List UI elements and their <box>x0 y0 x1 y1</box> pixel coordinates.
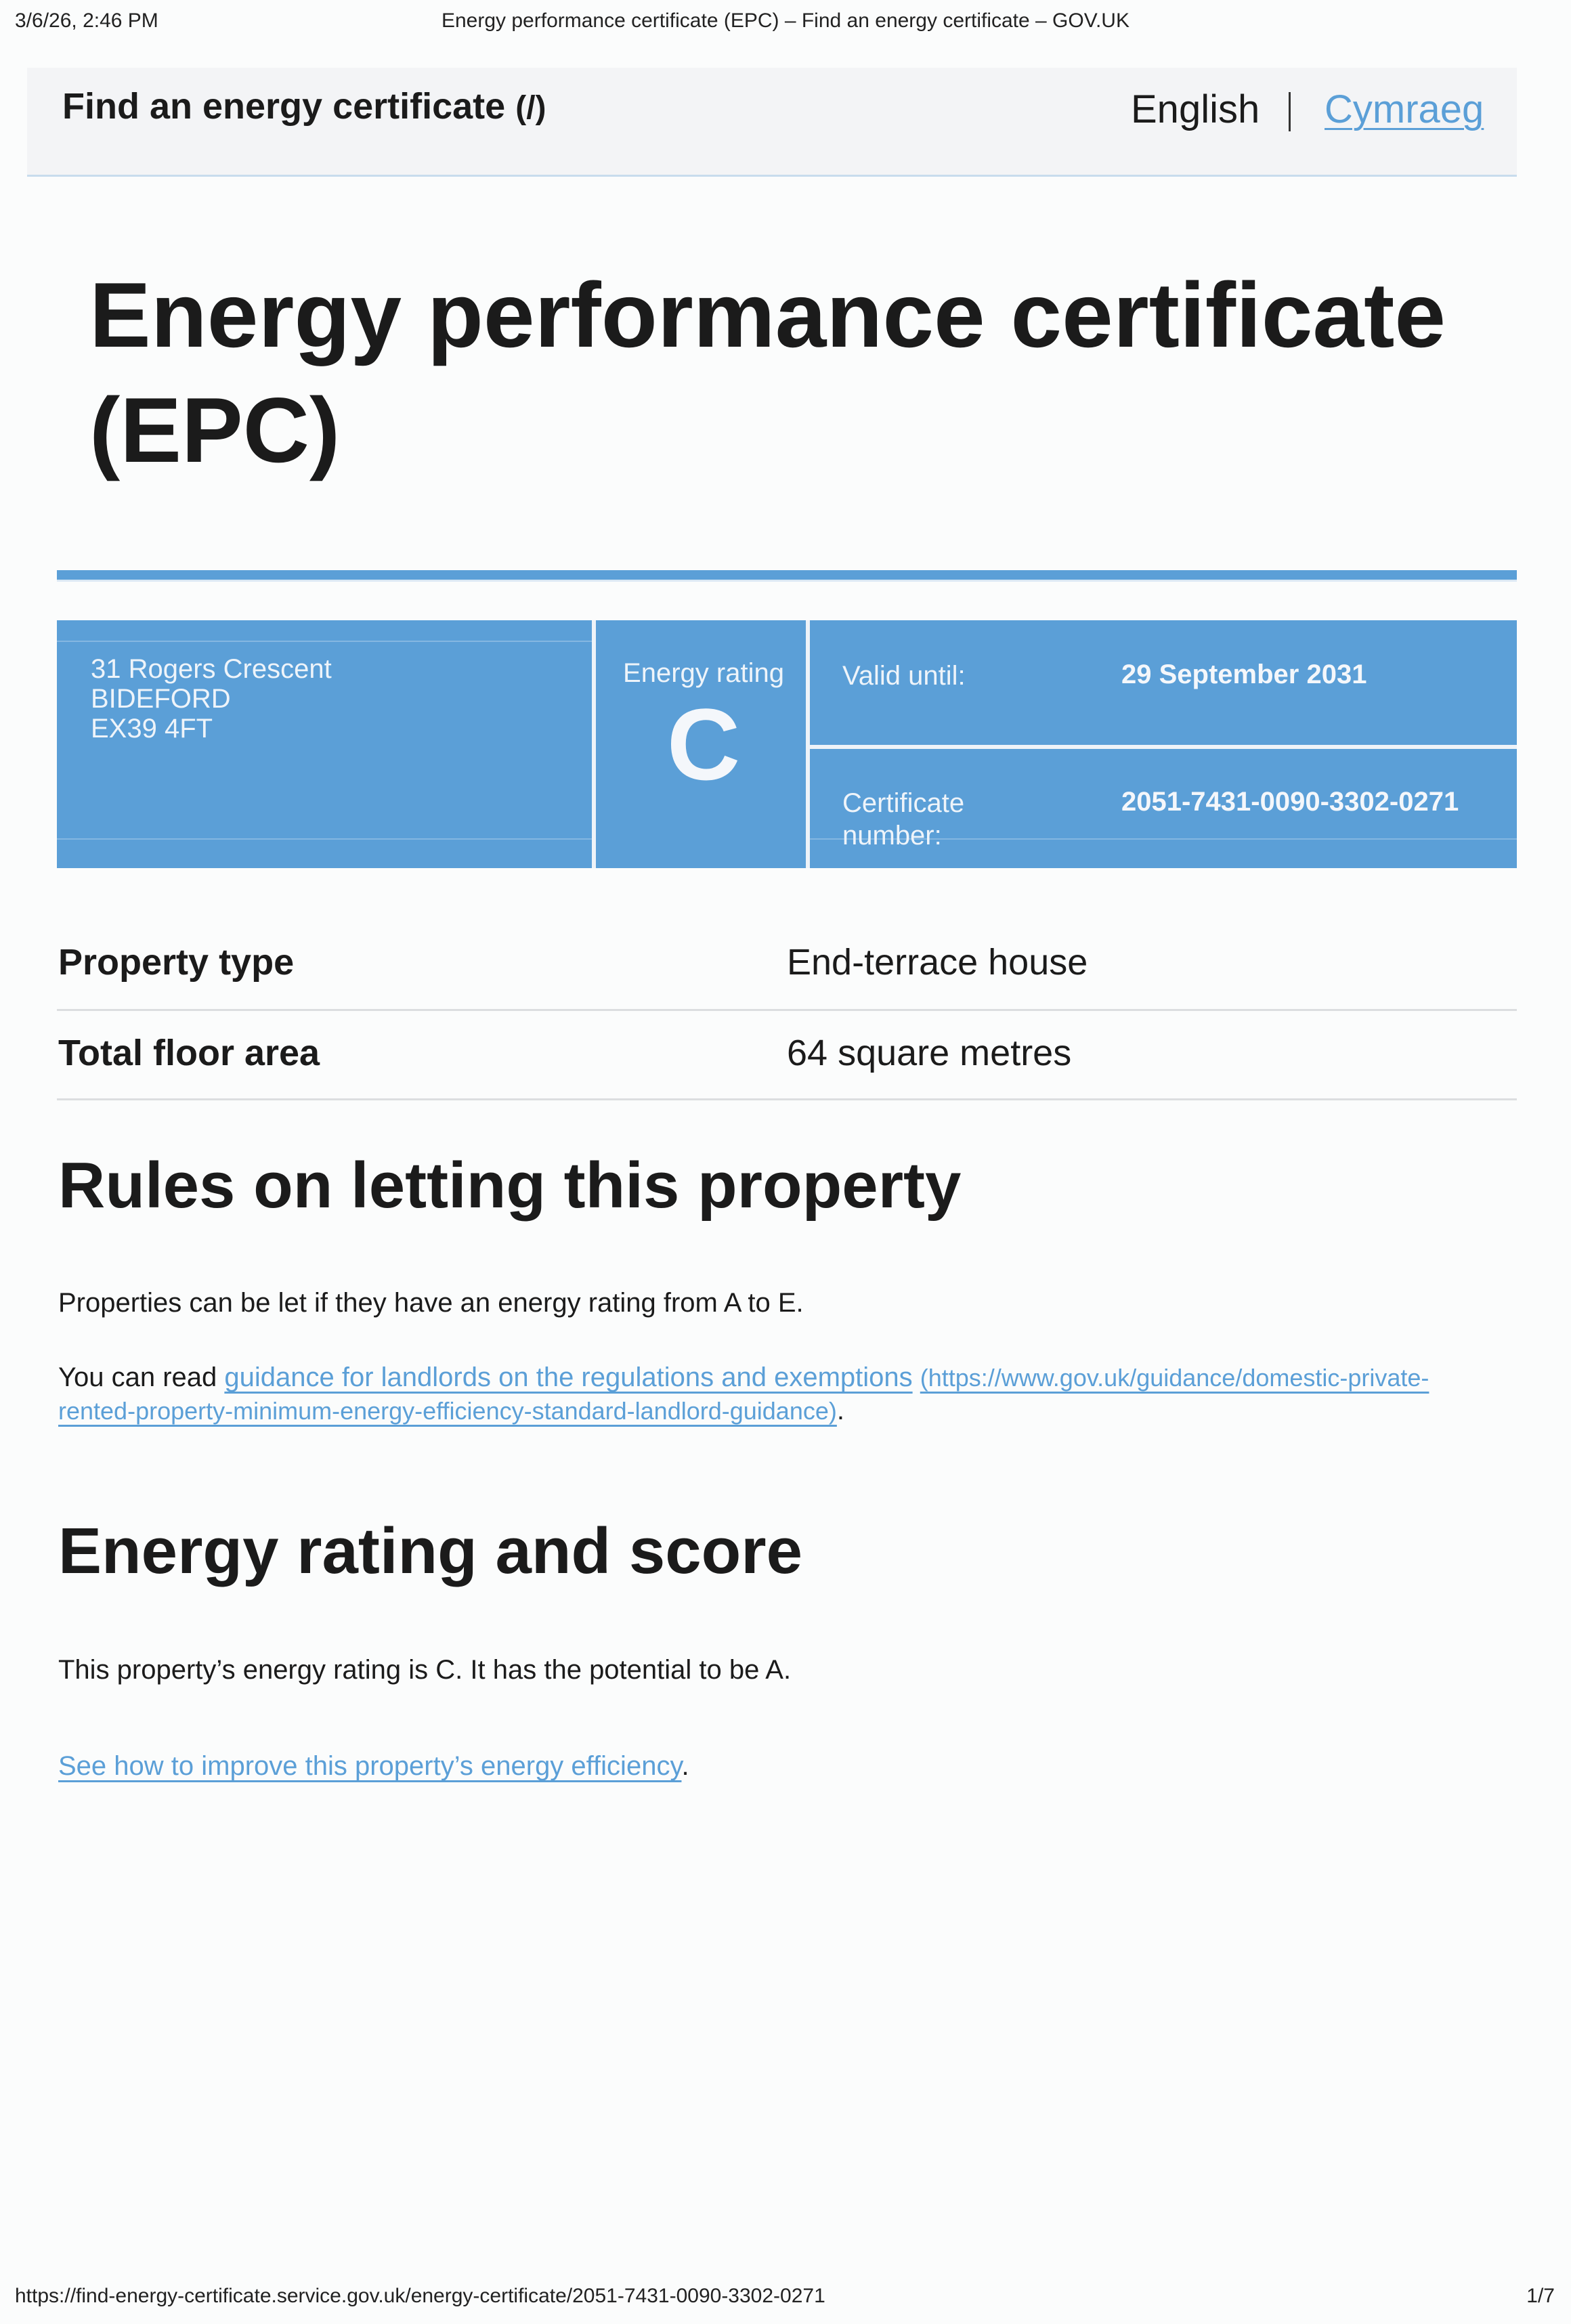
improve-efficiency-link[interactable]: See how to improve this property’s energy efficiency <box>58 1751 682 1781</box>
guidance-url-part1[interactable]: (https://www.gov.uk/guidance/domestic-private- <box>920 1364 1429 1392</box>
divider-horizontal <box>810 745 1517 749</box>
language-cymraeg-link[interactable]: Cymraeg <box>1325 87 1484 131</box>
epc-summary-band <box>57 620 1517 868</box>
service-name-link[interactable] <box>62 85 546 127</box>
row-divider <box>57 1009 1517 1011</box>
language-english: English <box>1131 87 1260 131</box>
property-type-label: Property type <box>58 942 295 983</box>
landlord-guidance-link[interactable]: guidance for landlords on the regulations and exemptions <box>224 1362 913 1392</box>
title-divider <box>57 570 1517 582</box>
address-line-2: BIDEFORD <box>91 684 231 714</box>
landlord-guidance-text: You can read guidance for landlords on the regulations and exemptions (https://www.gov.uk/guidance/domestic-private- rented-property-minimum-energy-efficiency-standard-landlord-guidance). <box>58 1362 1429 1425</box>
print-date: 3/6/26, 2:46 PM <box>15 9 158 32</box>
floor-area-label: Total floor area <box>58 1033 320 1073</box>
address-postcode: EX39 4FT <box>91 714 213 744</box>
floor-area-value: 64 square metres <box>787 1033 1072 1073</box>
service-name-text: Find an energy certificate <box>62 86 506 127</box>
valid-until-label: Valid until: <box>842 661 966 691</box>
energy-rating-letter: C <box>666 687 741 801</box>
energy-rating-text: This property’s energy rating is C. It has the potential to be A. <box>58 1655 792 1685</box>
row-divider <box>57 1098 1517 1100</box>
print-page-number: 1/7 <box>1526 2285 1555 2307</box>
print-page-title: Energy performance certificate (EPC) – Find an energy certificate – GOV.UK <box>441 9 1129 32</box>
certificate-number-value: 2051-7431-0090-3302-0271 <box>1121 787 1459 817</box>
service-root-path: (/) <box>515 90 546 126</box>
letting-rules-text: Properties can be let if they have an energy rating from A to E. <box>58 1288 804 1318</box>
property-type-value: End-terrace house <box>787 942 1088 983</box>
valid-until-value: 29 September 2031 <box>1121 660 1367 689</box>
page-title-line2: (EPC) <box>89 379 341 481</box>
letting-rules-heading: Rules on letting this property <box>58 1149 962 1222</box>
address-line-1: 31 Rogers Crescent <box>91 654 332 684</box>
page-title-line1: Energy performance certificate <box>89 263 1446 366</box>
guidance-url-part2[interactable]: rented-property-minimum-energy-efficiency-standard-landlord-guidance) <box>58 1397 837 1425</box>
certificate-number-label: Certificate number: <box>842 788 965 851</box>
energy-rating-label: Energy rating <box>623 658 784 688</box>
print-url: https://find-energy-certificate.service.gov.uk/energy-certificate/2051-7431-0090-3302-0271 <box>15 2285 825 2307</box>
energy-rating-heading: Energy rating and score <box>58 1515 802 1587</box>
improve-efficiency-paragraph: See how to improve this property’s energy efficiency. <box>58 1751 689 1781</box>
page-title <box>89 257 1511 488</box>
language-separator <box>1289 92 1291 131</box>
